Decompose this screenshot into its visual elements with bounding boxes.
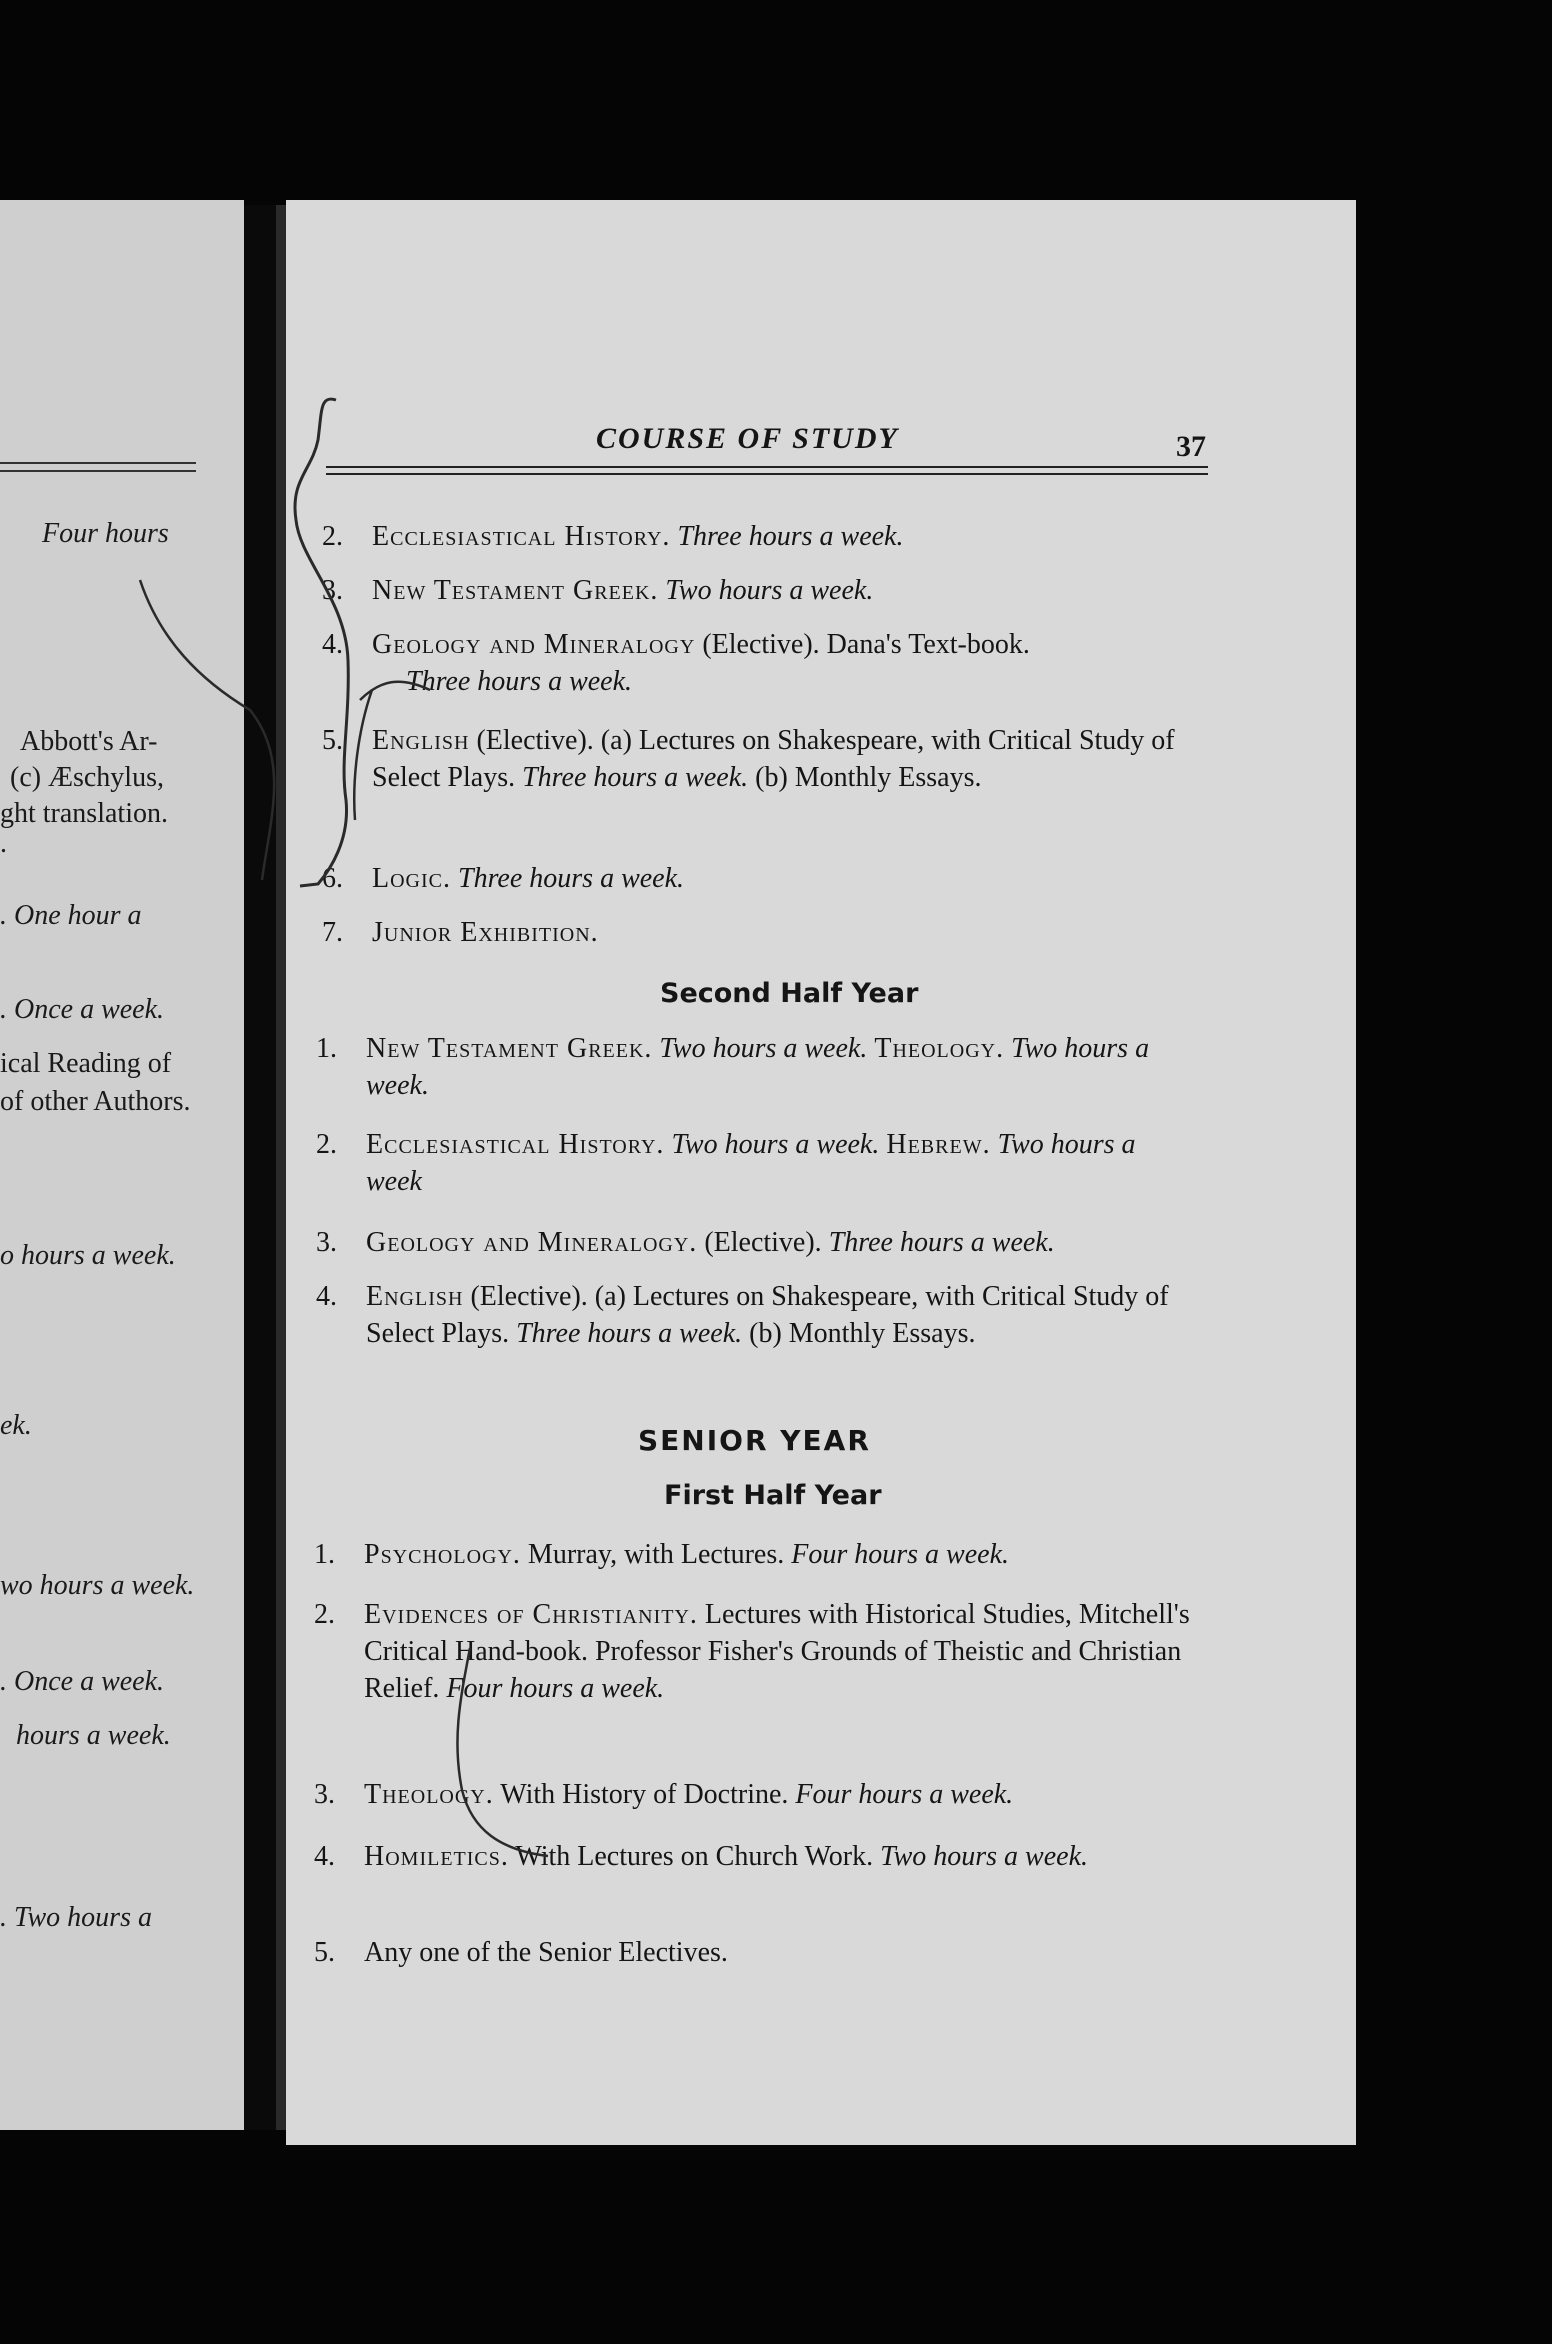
hours-text: Three hours a week. [458, 863, 685, 894]
hours-text: Three hours a week. [516, 1318, 743, 1349]
item-extra: (b) Monthly Essays. [755, 762, 982, 793]
subject-name: Homiletics. [364, 1841, 509, 1872]
subject-name: Junior Exhibition. [372, 917, 599, 948]
item-number: 5. [322, 725, 343, 756]
item-text [364, 1596, 1194, 1707]
item-text [366, 1278, 1196, 1352]
left-fragment: of other Authors. [0, 1086, 191, 1117]
left-head-rule-2 [0, 470, 196, 472]
subject-name: Ecclesiastical History. [366, 1129, 665, 1160]
left-fragment: . [0, 828, 7, 859]
section-heading: Second Half Year [660, 978, 919, 1009]
item-number: 3. [322, 575, 343, 606]
item-text [372, 572, 1202, 609]
hours-text: Three hours a week. [522, 762, 749, 793]
hours-text: Two hours a week. [665, 575, 874, 606]
hours-text: Two hours a week. [671, 1129, 880, 1160]
hours-text: Four hours a week. [791, 1539, 1010, 1570]
subject-name: Geology and Mineralogy. [366, 1227, 698, 1258]
item-text [372, 860, 1202, 897]
item-text [366, 1126, 1196, 1200]
item-text [372, 518, 1202, 555]
left-fragment: wo hours a week. [0, 1570, 195, 1601]
subject-name: Evidences of Christianity. [364, 1599, 698, 1630]
item-text [364, 1934, 1194, 1971]
item-text [366, 1224, 1196, 1261]
left-head-rule [0, 462, 196, 464]
hours-text: Three hours a week. [828, 1227, 1055, 1258]
hours-text: Two hours a week [366, 1129, 1136, 1197]
subject-name: Theology. [874, 1033, 1005, 1064]
page-number: 37 [1176, 430, 1206, 463]
left-fragment: . Two hours a [0, 1902, 152, 1933]
left-fragment: hours a week. [16, 1720, 171, 1751]
subject-name: Geology and Mineralogy [372, 629, 696, 660]
item-text [372, 722, 1202, 796]
item-number: 1. [316, 1033, 337, 1064]
subject-name: English [366, 1281, 464, 1312]
subject-name: New Testament Greek. [372, 575, 659, 606]
year-heading: SENIOR YEAR [638, 1424, 871, 1457]
left-fragment: o hours a week. [0, 1240, 176, 1271]
left-fragment: . One hour a [0, 900, 142, 931]
item-text [372, 626, 1202, 700]
item-details: With History of Doctrine. [500, 1779, 789, 1810]
item-number: 3. [314, 1779, 335, 1810]
item-number: 7. [322, 917, 343, 948]
item-text [364, 1776, 1194, 1813]
item-number: 3. [316, 1227, 337, 1258]
header-rule-2 [326, 473, 1208, 475]
left-fragment: ght translation. [0, 798, 168, 829]
hours-text: Four hours a week. [446, 1673, 665, 1704]
item-text [372, 914, 1202, 951]
item-number: 2. [316, 1129, 337, 1160]
left-fragment: . Once a week. [0, 1666, 165, 1697]
running-head: COURSE OF STUDY [596, 422, 899, 455]
hours-text: Three hours a week. [677, 521, 904, 552]
left-facing-page [0, 200, 244, 2130]
item-number: 4. [316, 1281, 337, 1312]
left-fragment: ical Reading of [0, 1048, 172, 1079]
subject-name: English [372, 725, 470, 756]
item-details: (Elective). [704, 1227, 822, 1258]
header-rule [326, 466, 1208, 468]
subject-name: Psychology. [364, 1539, 521, 1570]
subject-name: Hebrew. [886, 1129, 991, 1160]
subject-name: Ecclesiastical History. [372, 521, 671, 552]
item-number: 6. [322, 863, 343, 894]
subject-name: New Testament Greek. [366, 1033, 653, 1064]
item-details: (Elective). (a) Lectures on Shakespeare, with Critical Study of Select Plays. [372, 725, 1175, 793]
item-details: Murray, with Lectures. [527, 1539, 785, 1570]
hours-text: Two hours a week. [659, 1033, 868, 1064]
subject-name: Logic. [372, 863, 451, 894]
item-text [364, 1536, 1194, 1573]
left-fragment: (c) Æschylus, [10, 762, 164, 793]
item-number: 4. [322, 629, 343, 660]
item-extra: (b) Monthly Essays. [749, 1318, 976, 1349]
hours-text: Four hours a week. [795, 1779, 1014, 1810]
hours-text: Two hours a week. [366, 1033, 1150, 1101]
right-page [286, 200, 1356, 2145]
item-number: 4. [314, 1841, 335, 1872]
item-number: 5. [314, 1937, 335, 1968]
subject-name: Theology. [364, 1779, 494, 1810]
left-fragment: ek. [0, 1410, 32, 1441]
item-details: (Elective). (a) Lectures on Shakespeare, with Critical Study of Select Plays. [366, 1281, 1169, 1349]
item-text [366, 1030, 1196, 1104]
left-fragment: . Once a week. [0, 994, 165, 1025]
hours-text: Two hours a week. [880, 1841, 1088, 1872]
left-fragment: Four hours [42, 518, 169, 549]
item-text [364, 1838, 1194, 1875]
book-gutter-edge [276, 205, 286, 2130]
item-details: Lectures with Historical Studies, Mitchell's Critical Hand-book. Professor Fisher's Grounds of Theistic and Christian Relief. [364, 1599, 1190, 1704]
section-heading: First Half Year [664, 1480, 882, 1511]
left-fragment: Abbott's Ar- [20, 726, 158, 757]
item-number: 2. [322, 521, 343, 552]
item-details: (Elective). Dana's Text-book. [702, 629, 1030, 660]
item-number: 2. [314, 1599, 335, 1630]
item-details: With Lectures on Church Work. [515, 1841, 874, 1872]
item-details: Any one of the Senior Electives. [364, 1937, 728, 1968]
item-number: 1. [314, 1539, 335, 1570]
hours-text: Three hours a week. [406, 666, 633, 697]
